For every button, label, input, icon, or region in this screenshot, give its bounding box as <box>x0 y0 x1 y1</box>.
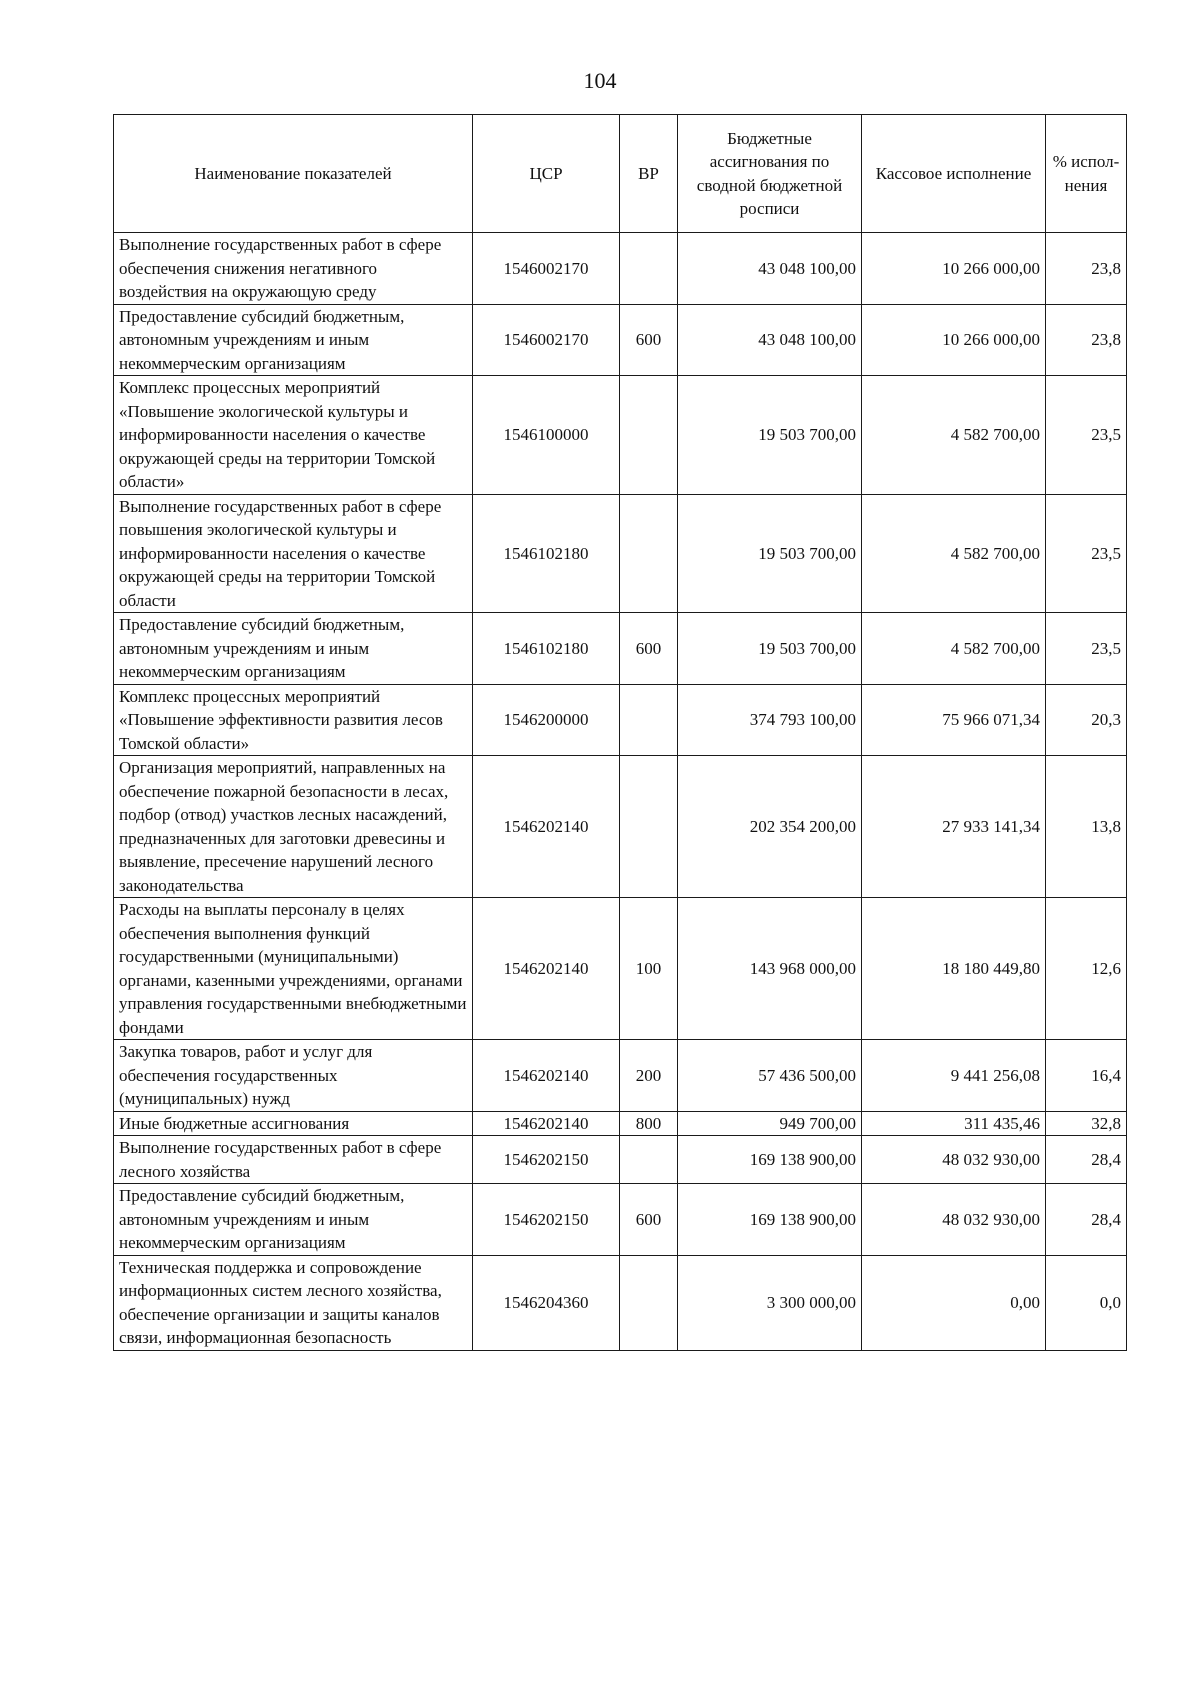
cell-cash: 4 582 700,00 <box>862 494 1046 613</box>
cell-name: Организация мероприятий, направленных на обеспечение пожарной безопасности в лесах, подбор (отвод) участков лесных насаждений, предназначенных для заготовки древесины и выявление, пресечение нарушений лесного законодательства <box>114 756 473 898</box>
cell-pct: 28,4 <box>1046 1184 1127 1256</box>
cell-name: Иные бюджетные ассигнования <box>114 1111 473 1136</box>
cell-csr: 1546102180 <box>473 613 620 685</box>
cell-name: Выполнение государственных работ в сфере обеспечения снижения негативного воздействия на окружающую среду <box>114 233 473 305</box>
cell-csr: 1546200000 <box>473 684 620 756</box>
table-row <box>114 1111 1127 1136</box>
cell-pct: 0,0 <box>1046 1255 1127 1350</box>
cell-csr: 1546002170 <box>473 304 620 376</box>
table-row <box>114 1184 1127 1256</box>
table-row <box>114 376 1127 495</box>
table-row <box>114 304 1127 376</box>
header-vr: ВР <box>620 115 678 233</box>
table-row <box>114 1255 1127 1350</box>
cell-pct: 23,8 <box>1046 233 1127 305</box>
cell-cash: 9 441 256,08 <box>862 1040 1046 1112</box>
cell-budget: 374 793 100,00 <box>678 684 862 756</box>
cell-vr: 100 <box>620 898 678 1040</box>
cell-cash: 4 582 700,00 <box>862 376 1046 495</box>
cell-name: Предоставление субсидий бюджетным, автономным учреждениям и иным некоммерческим организациям <box>114 304 473 376</box>
cell-name: Закупка товаров, работ и услуг для обеспечения государственных (муниципальных) нужд <box>114 1040 473 1112</box>
cell-budget: 169 138 900,00 <box>678 1136 862 1184</box>
cell-cash: 27 933 141,34 <box>862 756 1046 898</box>
cell-pct: 23,5 <box>1046 376 1127 495</box>
cell-cash: 311 435,46 <box>862 1111 1046 1136</box>
cell-budget: 3 300 000,00 <box>678 1255 862 1350</box>
cell-pct: 20,3 <box>1046 684 1127 756</box>
cell-cash: 4 582 700,00 <box>862 613 1046 685</box>
cell-cash: 18 180 449,80 <box>862 898 1046 1040</box>
table-row <box>114 1040 1127 1112</box>
cell-name: Расходы на выплаты персоналу в целях обеспечения выполнения функций государственными (муниципальными) органами, казенными учреждениями, органами управления государственными внебюджетными фондами <box>114 898 473 1040</box>
cell-pct: 23,8 <box>1046 304 1127 376</box>
cell-csr: 1546202140 <box>473 756 620 898</box>
cell-pct: 23,5 <box>1046 494 1127 613</box>
cell-csr: 1546202150 <box>473 1136 620 1184</box>
cell-cash: 0,00 <box>862 1255 1046 1350</box>
cell-csr: 1546202140 <box>473 1040 620 1112</box>
cell-vr <box>620 756 678 898</box>
cell-vr <box>620 233 678 305</box>
table-row <box>114 1136 1127 1184</box>
cell-budget: 143 968 000,00 <box>678 898 862 1040</box>
cell-name: Выполнение государственных работ в сфере повышения экологической культуры и информированности населения о качестве окружающей среды на территории Томской области <box>114 494 473 613</box>
cell-budget: 949 700,00 <box>678 1111 862 1136</box>
cell-vr: 800 <box>620 1111 678 1136</box>
cell-vr <box>620 684 678 756</box>
cell-budget: 43 048 100,00 <box>678 304 862 376</box>
table-row <box>114 494 1127 613</box>
cell-csr: 1546102180 <box>473 494 620 613</box>
cell-csr: 1546204360 <box>473 1255 620 1350</box>
cell-vr <box>620 494 678 613</box>
cell-budget: 19 503 700,00 <box>678 494 862 613</box>
header-name: Наименование показателей <box>114 115 473 233</box>
header-cash: Кассовое исполнение <box>862 115 1046 233</box>
cell-budget: 202 354 200,00 <box>678 756 862 898</box>
cell-name: Комплекс процессных мероприятий «Повышение эффективности развития лесов Томской области» <box>114 684 473 756</box>
cell-cash: 75 966 071,34 <box>862 684 1046 756</box>
table-row <box>114 684 1127 756</box>
cell-vr: 600 <box>620 613 678 685</box>
cell-cash: 10 266 000,00 <box>862 233 1046 305</box>
cell-budget: 19 503 700,00 <box>678 613 862 685</box>
cell-vr <box>620 376 678 495</box>
header-budget: Бюджетные ассигнования по сводной бюджетной росписи <box>678 115 862 233</box>
cell-pct: 16,4 <box>1046 1040 1127 1112</box>
cell-vr <box>620 1136 678 1184</box>
cell-vr: 200 <box>620 1040 678 1112</box>
table-row <box>114 613 1127 685</box>
cell-pct: 13,8 <box>1046 756 1127 898</box>
cell-name: Предоставление субсидий бюджетным, автономным учреждениям и иным некоммерческим организациям <box>114 613 473 685</box>
cell-budget: 169 138 900,00 <box>678 1184 862 1256</box>
cell-pct: 23,5 <box>1046 613 1127 685</box>
table-header-row <box>114 115 1127 233</box>
cell-name: Предоставление субсидий бюджетным, автономным учреждениям и иным некоммерческим организациям <box>114 1184 473 1256</box>
header-csr: ЦСР <box>473 115 620 233</box>
cell-csr: 1546202140 <box>473 1111 620 1136</box>
cell-name: Техническая поддержка и сопровождение информационных систем лесного хозяйства, обеспечение организации и защиты каналов связи, информационная безопасность <box>114 1255 473 1350</box>
cell-name: Комплекс процессных мероприятий «Повышение экологической культуры и информированности населения о качестве окружающей среды на территории Томской области» <box>114 376 473 495</box>
cell-pct: 32,8 <box>1046 1111 1127 1136</box>
table-row <box>114 756 1127 898</box>
cell-vr <box>620 1255 678 1350</box>
cell-cash: 48 032 930,00 <box>862 1136 1046 1184</box>
budget-execution-table <box>113 114 1127 1351</box>
page-number: 104 <box>583 68 617 93</box>
cell-budget: 19 503 700,00 <box>678 376 862 495</box>
cell-budget: 43 048 100,00 <box>678 233 862 305</box>
table-row <box>114 898 1127 1040</box>
cell-csr: 1546202150 <box>473 1184 620 1256</box>
cell-csr: 1546100000 <box>473 376 620 495</box>
cell-vr: 600 <box>620 1184 678 1256</box>
cell-csr: 1546002170 <box>473 233 620 305</box>
table-row <box>114 233 1127 305</box>
cell-cash: 10 266 000,00 <box>862 304 1046 376</box>
cell-name: Выполнение государственных работ в сфере лесного хозяйства <box>114 1136 473 1184</box>
cell-csr: 1546202140 <box>473 898 620 1040</box>
cell-budget: 57 436 500,00 <box>678 1040 862 1112</box>
header-pct: % испол-нения <box>1046 115 1127 233</box>
cell-vr: 600 <box>620 304 678 376</box>
cell-pct: 28,4 <box>1046 1136 1127 1184</box>
cell-pct: 12,6 <box>1046 898 1127 1040</box>
cell-cash: 48 032 930,00 <box>862 1184 1046 1256</box>
